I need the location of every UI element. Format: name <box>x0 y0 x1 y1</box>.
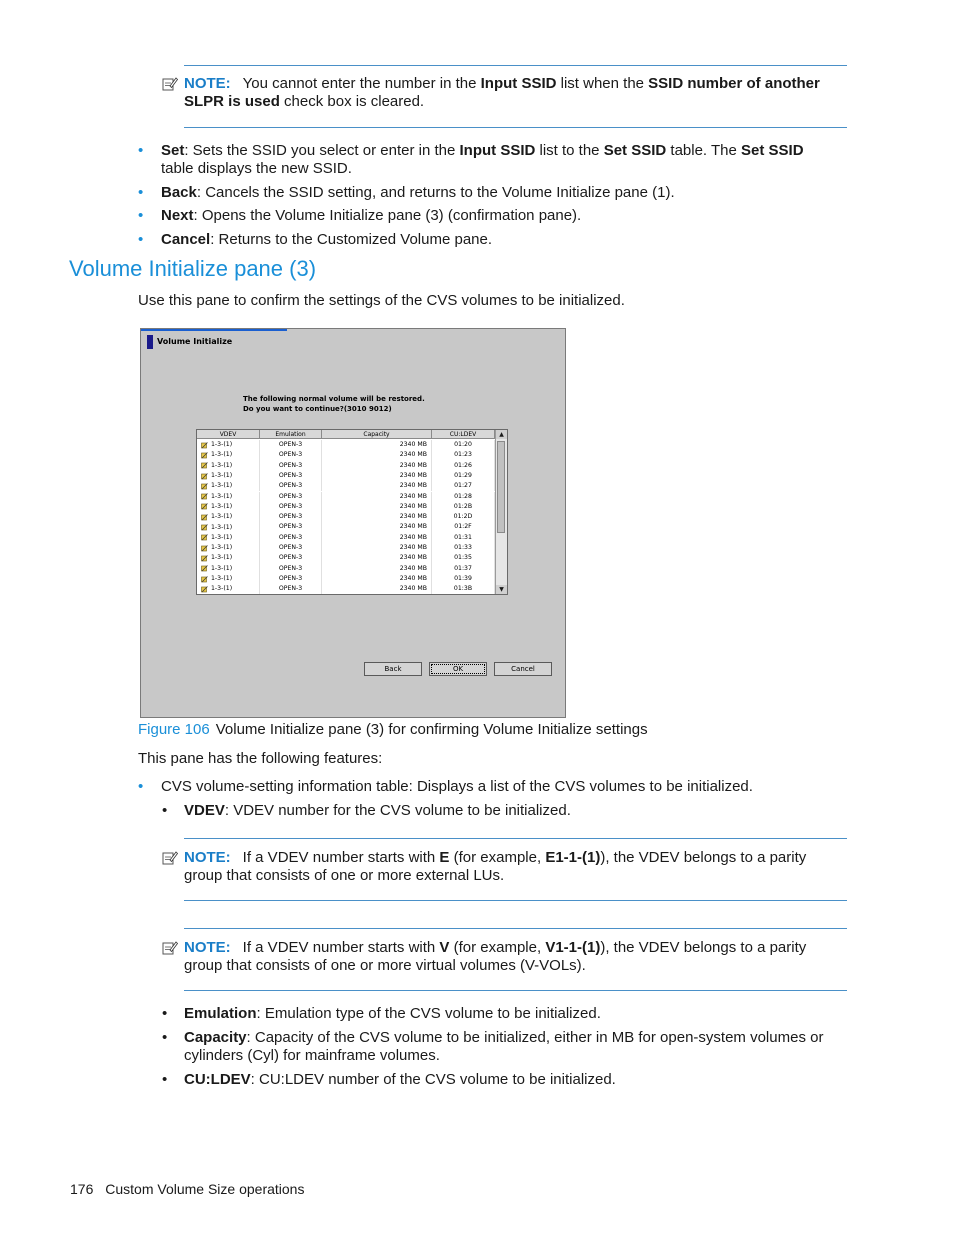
cell-capacity: 2340 MB <box>322 574 432 584</box>
bullet-dot: • <box>162 1005 168 1022</box>
volume-icon <box>201 555 208 562</box>
window-top-strip <box>141 329 287 331</box>
cell-vdev: 1-3-(1) <box>197 461 260 471</box>
cell-capacity: 2340 MB <box>322 522 432 532</box>
note-label: NOTE: <box>184 939 231 956</box>
cell-emulation: OPEN-3 <box>260 553 322 563</box>
back-button[interactable]: Back <box>364 662 422 676</box>
cell-capacity: 2340 MB <box>322 492 432 502</box>
cell-capacity: 2340 MB <box>322 450 432 460</box>
table-row[interactable] <box>197 461 495 471</box>
ok-button[interactable]: OK <box>429 662 487 676</box>
cell-culdev: 01:2F <box>432 522 495 532</box>
cell-vdev: 1-3-(1) <box>197 564 260 574</box>
bullet-dot: • <box>162 1029 168 1046</box>
note2-top-rule <box>184 838 847 839</box>
volume-icon <box>201 473 208 480</box>
cell-emulation: OPEN-3 <box>260 522 322 532</box>
table-row[interactable] <box>197 584 495 594</box>
cell-emulation: OPEN-3 <box>260 543 322 553</box>
scroll-up-icon[interactable]: ▲ <box>496 430 507 439</box>
cell-culdev: 01:23 <box>432 450 495 460</box>
cell-vdev: 1-3-(1) <box>197 492 260 502</box>
cell-vdev: 1-3-(1) <box>197 440 260 450</box>
note-pencil-icon <box>162 941 178 955</box>
column-header-vdev[interactable]: VDEV <box>197 430 260 439</box>
cell-emulation: OPEN-3 <box>260 574 322 584</box>
sub-bullet-vdev: • VDEV: VDEV number for the CVS volume to be initialized. <box>162 802 571 819</box>
volume-icon <box>201 483 208 490</box>
cell-culdev: 01:33 <box>432 543 495 553</box>
cancel-button[interactable]: Cancel <box>494 662 552 676</box>
table-row[interactable] <box>197 512 495 522</box>
window-title: Volume Initialize <box>157 337 233 346</box>
figure-caption-text: Volume Initialize pane (3) for confirming Volume Initialize settings <box>215 721 648 738</box>
table-row[interactable] <box>197 564 495 574</box>
column-header-capacity[interactable]: Capacity <box>322 430 432 439</box>
cell-emulation: OPEN-3 <box>260 471 322 481</box>
bullet-dot: • <box>138 184 144 201</box>
table-row[interactable] <box>197 533 495 543</box>
cell-emulation: OPEN-3 <box>260 502 322 512</box>
cell-emulation: OPEN-3 <box>260 512 322 522</box>
cell-capacity: 2340 MB <box>322 564 432 574</box>
cell-vdev: 1-3-(1) <box>197 522 260 532</box>
sub-bullet-capacity: • Capacity: Capacity of the CVS volume to be initialized, either in MB for open-system volumes or cylinders (Cyl) for mainframe volumes. <box>162 1029 824 1064</box>
cell-capacity: 2340 MB <box>322 553 432 563</box>
bullet-next: • Next: Opens the Volume Initialize pane (3) (confirmation pane). <box>138 207 582 224</box>
note2-text: NOTE: If a VDEV number starts with E (for example, E1-1-(1)), the VDEV belongs to a parity group that consists of one or more external LUs. <box>184 849 807 884</box>
cell-capacity: 2340 MB <box>322 461 432 471</box>
table-row[interactable] <box>197 574 495 584</box>
cell-vdev: 1-3-(1) <box>197 584 260 594</box>
table-row[interactable] <box>197 502 495 512</box>
cell-capacity: 2340 MB <box>322 584 432 594</box>
cell-culdev: 01:2B <box>432 502 495 512</box>
cell-capacity: 2340 MB <box>322 471 432 481</box>
table-row[interactable] <box>197 543 495 553</box>
bullet-set: • Set: Sets the SSID you select or enter in the Input SSID list to the Set SSID table. The Set SSID table displays the new SSID. <box>138 142 804 177</box>
volume-icon <box>201 545 208 552</box>
note-pencil-icon <box>162 851 178 865</box>
volume-icon <box>201 514 208 521</box>
table-row[interactable] <box>197 450 495 460</box>
cell-emulation: OPEN-3 <box>260 564 322 574</box>
cell-vdev: 1-3-(1) <box>197 533 260 543</box>
note3-bottom-rule <box>184 990 847 991</box>
cell-capacity: 2340 MB <box>322 481 432 491</box>
bullet-dot: • <box>162 802 168 819</box>
cell-emulation: OPEN-3 <box>260 481 322 491</box>
volume-icon <box>201 524 208 531</box>
bullet-back: • Back: Cancels the SSID setting, and returns to the Volume Initialize pane (1). <box>138 184 675 201</box>
volume-icon <box>201 576 208 583</box>
cell-vdev: 1-3-(1) <box>197 553 260 563</box>
cell-emulation: OPEN-3 <box>260 461 322 471</box>
cell-vdev: 1-3-(1) <box>197 481 260 491</box>
cell-emulation: OPEN-3 <box>260 440 322 450</box>
cell-culdev: 01:39 <box>432 574 495 584</box>
cell-culdev: 01:35 <box>432 553 495 563</box>
sub-bullet-emulation: • Emulation: Emulation type of the CVS volume to be initialized. <box>162 1005 601 1022</box>
cell-vdev: 1-3-(1) <box>197 471 260 481</box>
cell-capacity: 2340 MB <box>322 440 432 450</box>
table-row[interactable] <box>197 440 495 450</box>
bullet-dot: • <box>162 1071 168 1088</box>
volume-icon <box>201 452 208 459</box>
bullet-dot: • <box>138 207 144 224</box>
column-header-emulation[interactable]: Emulation <box>260 430 322 439</box>
cell-vdev: 1-3-(1) <box>197 512 260 522</box>
cell-emulation: OPEN-3 <box>260 584 322 594</box>
column-header-culdev[interactable]: CU:LDEV <box>432 430 495 439</box>
note-pencil-icon <box>162 77 178 91</box>
cell-capacity: 2340 MB <box>322 533 432 543</box>
cell-vdev: 1-3-(1) <box>197 543 260 553</box>
volume-icon <box>201 586 208 593</box>
cell-culdev: 01:2D <box>432 512 495 522</box>
message-line-2: Do you want to continue?(3010 9012) <box>243 405 392 413</box>
cell-capacity: 2340 MB <box>322 543 432 553</box>
features-intro: This pane has the following features: <box>138 750 383 767</box>
intro-paragraph: Use this pane to confirm the settings of the CVS volumes to be initialized. <box>138 292 625 309</box>
cell-culdev: 01:26 <box>432 461 495 471</box>
cell-capacity: 2340 MB <box>322 512 432 522</box>
bullet-dot: • <box>138 778 144 795</box>
footer-title: Custom Volume Size operations <box>105 1181 305 1197</box>
volume-icon <box>201 462 208 469</box>
scroll-thumb[interactable] <box>497 441 505 533</box>
note1-text: NOTE: You cannot enter the number in the Input SSID list when the SSID number of another SLPR is used check box is cleared. <box>184 75 820 110</box>
table-row[interactable] <box>197 553 495 563</box>
cell-culdev: 01:37 <box>432 564 495 574</box>
cell-vdev: 1-3-(1) <box>197 450 260 460</box>
note2-bottom-rule <box>184 900 847 901</box>
table-row[interactable] <box>197 522 495 532</box>
cell-culdev: 01:27 <box>432 481 495 491</box>
table-row[interactable] <box>197 492 495 502</box>
sub-bullet-culdev: • CU:LDEV: CU:LDEV number of the CVS volume to be initialized. <box>162 1071 616 1088</box>
bullet-dot: • <box>138 231 144 248</box>
note1-top-rule <box>184 65 847 66</box>
table-header <box>197 430 495 439</box>
scroll-down-icon[interactable]: ▼ <box>496 585 507 594</box>
figure-number: Figure 106 <box>138 721 210 738</box>
volume-icon <box>201 442 208 449</box>
note-label: NOTE: <box>184 849 231 866</box>
cell-culdev: 01:20 <box>432 440 495 450</box>
vertical-scrollbar[interactable] <box>495 430 507 594</box>
cell-culdev: 01:3B <box>432 584 495 594</box>
message-line-1: The following normal volume will be restored. <box>243 395 425 403</box>
note3 <box>162 939 847 975</box>
cell-vdev: 1-3-(1) <box>197 502 260 512</box>
bullet-cancel: • Cancel: Returns to the Customized Volume pane. <box>138 231 493 248</box>
volume-icon <box>201 503 208 510</box>
cell-culdev: 01:29 <box>432 471 495 481</box>
volume-icon <box>201 565 208 572</box>
note3-text: NOTE: If a VDEV number starts with V (for example, V1-1-(1)), the VDEV belongs to a parity group that consists of one or more virtual volumes (V-VOLs). <box>184 939 807 974</box>
note-label: NOTE: <box>184 75 231 92</box>
volume-table <box>196 429 508 595</box>
note1 <box>162 75 847 111</box>
table-row[interactable] <box>197 471 495 481</box>
note1-bottom-rule <box>184 127 847 128</box>
title-marker <box>147 335 153 349</box>
table-row[interactable] <box>197 481 495 491</box>
note3-top-rule <box>184 928 847 929</box>
page-number: 176 <box>70 1181 94 1197</box>
cell-culdev: 01:31 <box>432 533 495 543</box>
volume-icon <box>201 493 208 500</box>
volume-initialize-window <box>140 328 566 718</box>
feature-table-bullet: • CVS volume-setting information table: Displays a list of the CVS volumes to be initialized. <box>138 778 753 795</box>
volume-icon <box>201 534 208 541</box>
cell-capacity: 2340 MB <box>322 502 432 512</box>
figure-caption <box>138 721 648 738</box>
page-footer <box>70 1181 304 1197</box>
cell-emulation: OPEN-3 <box>260 533 322 543</box>
cell-emulation: OPEN-3 <box>260 450 322 460</box>
cell-culdev: 01:28 <box>432 492 495 502</box>
cell-vdev: 1-3-(1) <box>197 574 260 584</box>
note2 <box>162 849 847 885</box>
cell-emulation: OPEN-3 <box>260 492 322 502</box>
bullet-dot: • <box>138 142 144 159</box>
section-heading: Volume Initialize pane (3) <box>69 256 317 281</box>
